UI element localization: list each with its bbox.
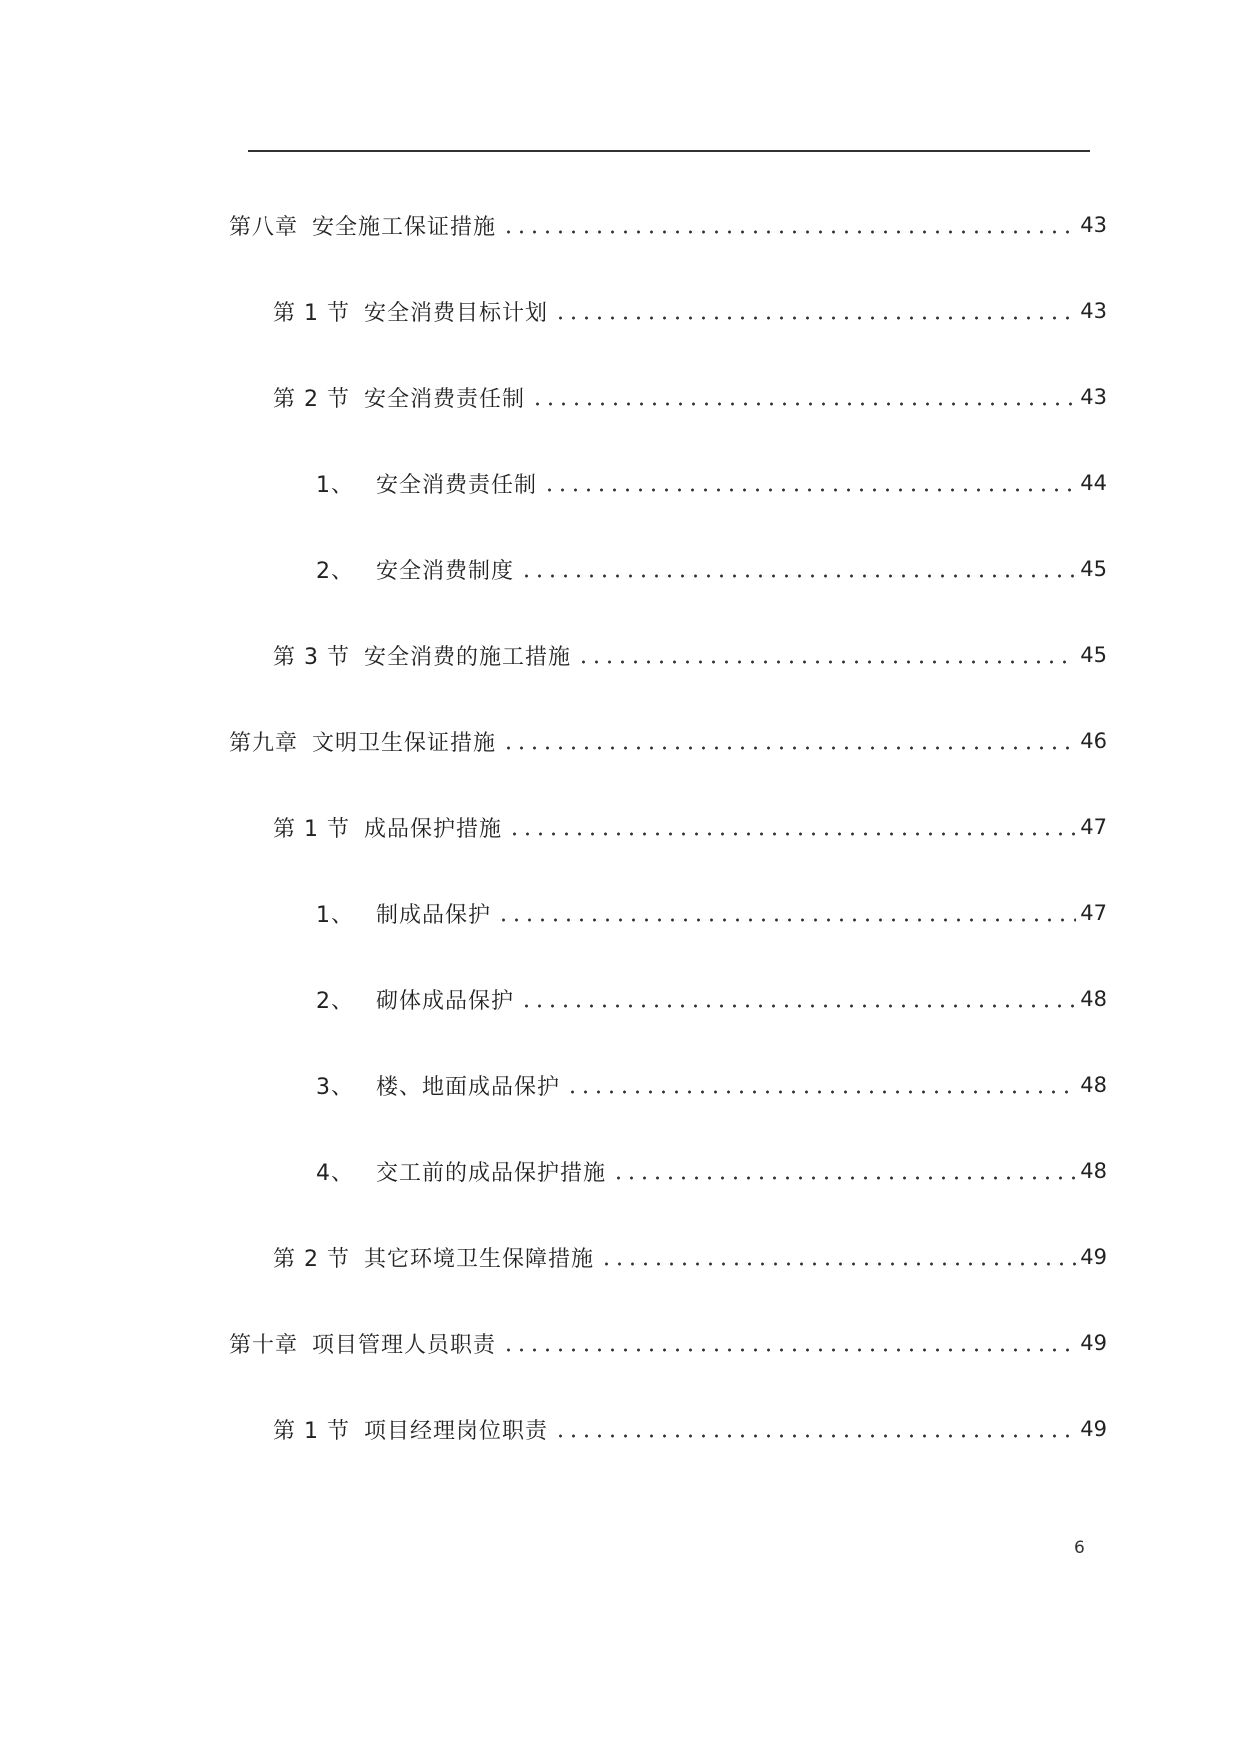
toc-number: 1、 bbox=[316, 902, 354, 928]
toc-number: 第十章 bbox=[229, 1332, 299, 1358]
toc-page-number: 48 bbox=[1080, 987, 1107, 1011]
toc-entry-item[interactable] bbox=[316, 979, 1107, 1019]
dot-leader bbox=[612, 1175, 1076, 1181]
toc-page-number: 43 bbox=[1080, 213, 1107, 237]
toc-page-number: 44 bbox=[1080, 471, 1107, 495]
toc-title: 安全消费责任制 bbox=[363, 386, 525, 412]
dot-leader bbox=[531, 401, 1076, 407]
toc-number: 第 1 节 bbox=[273, 1418, 350, 1444]
dot-leader bbox=[554, 1433, 1076, 1439]
toc-number: 第 2 节 bbox=[273, 386, 350, 412]
dot-leader bbox=[508, 831, 1076, 837]
toc-number: 第八章 bbox=[229, 214, 299, 240]
dot-leader bbox=[497, 917, 1076, 923]
toc-title: 楼、地面成品保护 bbox=[376, 1074, 561, 1100]
toc-page-number: 47 bbox=[1080, 901, 1107, 925]
toc-number: 4、 bbox=[316, 1160, 354, 1186]
dot-leader bbox=[600, 1261, 1076, 1267]
toc-title: 交工前的成品保护措施 bbox=[376, 1160, 607, 1186]
toc-title: 项目管理人员职责 bbox=[312, 1332, 497, 1358]
toc-title: 文明卫生保证措施 bbox=[312, 730, 497, 756]
toc-title: 安全消费的施工措施 bbox=[363, 644, 571, 670]
toc-page-number: 47 bbox=[1080, 815, 1107, 839]
toc-page-number: 45 bbox=[1080, 643, 1107, 667]
toc-number: 第 2 节 bbox=[273, 1246, 350, 1272]
toc-number: 第九章 bbox=[229, 730, 299, 756]
toc-number: 2、 bbox=[316, 558, 354, 584]
toc-entry-chapter-9[interactable] bbox=[229, 721, 1107, 761]
toc-page-number: 43 bbox=[1080, 299, 1107, 323]
toc-title: 安全施工保证措施 bbox=[312, 214, 497, 240]
toc-title: 砌体成品保护 bbox=[376, 988, 515, 1014]
toc-title: 安全消费目标计划 bbox=[363, 300, 548, 326]
toc-title: 安全消费制度 bbox=[376, 558, 515, 584]
toc-title: 安全消费责任制 bbox=[376, 472, 538, 498]
dot-leader bbox=[543, 487, 1076, 493]
toc-number: 第 1 节 bbox=[273, 816, 350, 842]
toc-number: 第 1 节 bbox=[273, 300, 350, 326]
toc-entry-section[interactable] bbox=[273, 635, 1107, 675]
toc-page-number: 49 bbox=[1080, 1245, 1107, 1269]
toc-entry-section[interactable] bbox=[273, 1409, 1107, 1449]
toc-page-number: 49 bbox=[1080, 1331, 1107, 1355]
toc-entry-item[interactable] bbox=[316, 1065, 1107, 1105]
toc-page-number: 43 bbox=[1080, 385, 1107, 409]
toc-title: 制成品保护 bbox=[376, 902, 492, 928]
toc-page-number: 45 bbox=[1080, 557, 1107, 581]
toc-entry-item[interactable] bbox=[316, 1151, 1107, 1191]
toc-page-number: 48 bbox=[1080, 1073, 1107, 1097]
toc-entry-item[interactable] bbox=[316, 893, 1107, 933]
toc-entry-item[interactable] bbox=[316, 463, 1107, 503]
toc-entry-section[interactable] bbox=[273, 807, 1107, 847]
toc-entry-section[interactable] bbox=[273, 1237, 1107, 1277]
toc-entry-chapter-8[interactable] bbox=[229, 205, 1107, 245]
toc-page-number: 48 bbox=[1080, 1159, 1107, 1183]
toc-page-number: 46 bbox=[1080, 729, 1107, 753]
toc-entry-chapter-10[interactable] bbox=[229, 1323, 1107, 1363]
dot-leader bbox=[502, 745, 1076, 751]
toc-number: 3、 bbox=[316, 1074, 354, 1100]
toc-entry-section[interactable] bbox=[273, 291, 1107, 331]
toc-title: 项目经理岗位职责 bbox=[363, 1418, 548, 1444]
dot-leader bbox=[554, 315, 1076, 321]
toc-number: 1、 bbox=[316, 472, 354, 498]
dot-leader bbox=[502, 1347, 1076, 1353]
toc-page-number: 49 bbox=[1080, 1417, 1107, 1441]
dot-leader bbox=[577, 659, 1076, 665]
toc-number: 第 3 节 bbox=[273, 644, 350, 670]
dot-leader bbox=[566, 1089, 1076, 1095]
page-number: 6 bbox=[1074, 1538, 1085, 1558]
toc-title: 其它环境卫生保障措施 bbox=[363, 1246, 594, 1272]
toc-entry-section[interactable] bbox=[273, 377, 1107, 417]
dot-leader bbox=[520, 1003, 1076, 1009]
dot-leader bbox=[502, 229, 1076, 235]
dot-leader bbox=[520, 573, 1076, 579]
toc-number: 2、 bbox=[316, 988, 354, 1014]
toc-entry-item[interactable] bbox=[316, 549, 1107, 589]
toc-title: 成品保护措施 bbox=[363, 816, 502, 842]
